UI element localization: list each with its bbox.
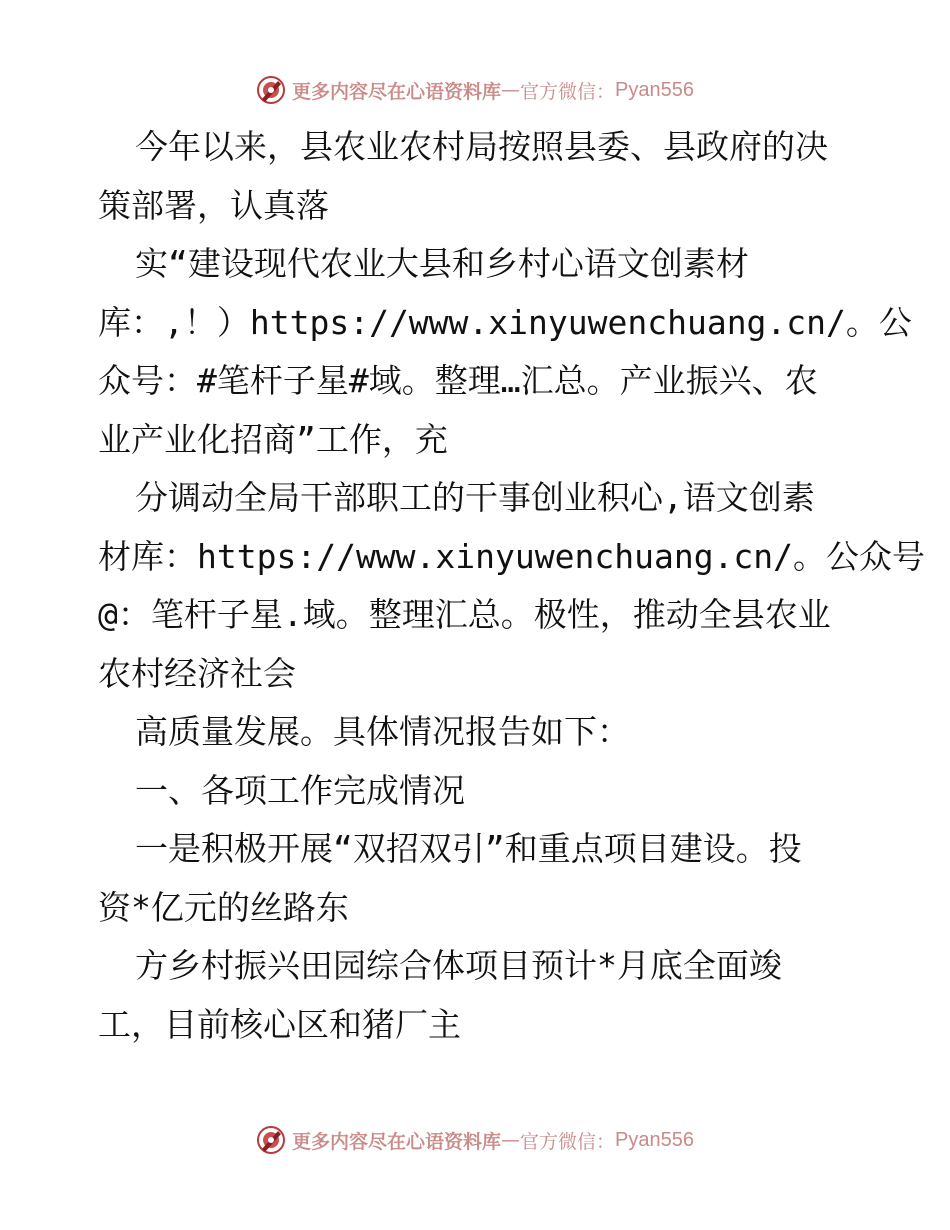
watermark-slogan: 更多内容尽在心语资料库 xyxy=(292,80,502,103)
text-line: 实“建设现代农业大县和乡村心语文创素材 xyxy=(135,244,749,283)
watermark-separator: — xyxy=(501,1129,521,1151)
brush-logo-icon xyxy=(256,1125,286,1155)
text-line: 库：,！）https://www.xinyuwenchuang.cn/。公 xyxy=(98,302,912,342)
watermark-separator: — xyxy=(501,79,521,101)
section-heading: 一、各项工作完成情况 xyxy=(135,770,465,810)
brush-logo-icon xyxy=(256,75,286,105)
text-line: @：笔杆子星.域。整理汇总。极性，推动全县农业 xyxy=(98,595,831,634)
text-line: 工，目前核心区和猪厂主 xyxy=(98,1004,461,1044)
text-line: 材库：https://www.xinyuwenchuang.cn/。公众号 xyxy=(98,536,926,576)
text-line: 方乡村振兴田园综合体项目预计*月底全面竣 xyxy=(135,946,782,985)
watermark-wechat-id: Pyan556 xyxy=(615,78,694,101)
watermark-wechat-label: 官方微信： xyxy=(520,80,616,103)
footer-watermark xyxy=(0,1120,950,1160)
text-line: 策部署，认真落 xyxy=(98,185,329,225)
text-line: 资*亿元的丝路东 xyxy=(98,887,349,927)
text-line: 分调动全局干部职工的干事创业积心,语文创素 xyxy=(135,478,815,517)
header-watermark xyxy=(0,70,950,110)
watermark-slogan: 更多内容尽在心语资料库 xyxy=(292,1130,502,1153)
watermark-wechat-id: Pyan556 xyxy=(615,1128,694,1151)
text-line: 今年以来，县农业农村局按照县委、县政府的决 xyxy=(135,127,828,166)
text-line: 众号：#笔杆子星#域。整理…汇总。产业振兴、农 xyxy=(98,361,818,400)
text-line: 农村经济社会 xyxy=(98,653,296,693)
text-line: 高质量发展。具体情况报告如下： xyxy=(135,712,630,751)
watermark-wechat-label: 官方微信： xyxy=(520,1130,616,1153)
document-body xyxy=(98,118,926,1054)
text-line: 一是积极开展“双招双引”和重点项目建设。投 xyxy=(135,829,802,868)
text-line: 业产业化招商”工作，充 xyxy=(98,419,448,459)
